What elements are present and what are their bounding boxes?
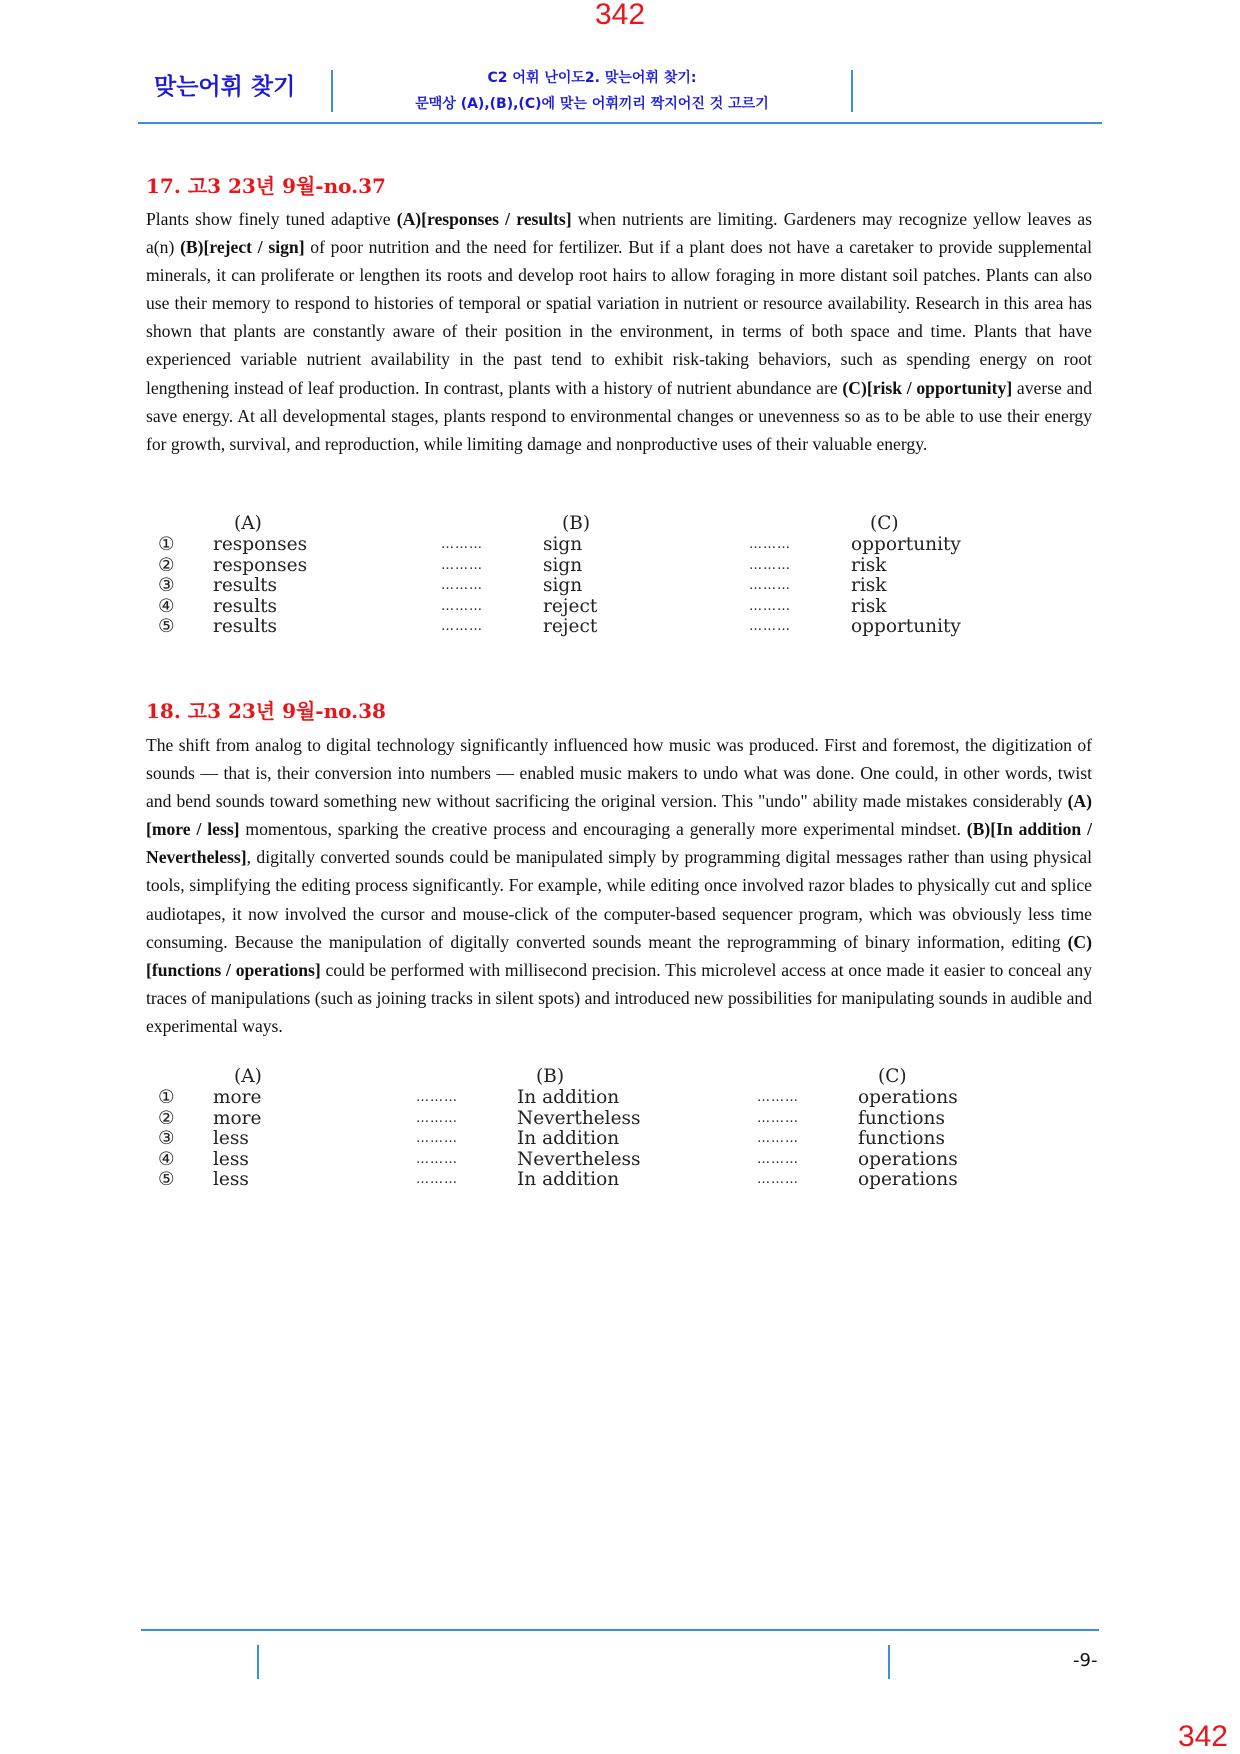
option-c: opportunity (851, 616, 961, 637)
answer-choices (146, 1066, 1092, 1191)
question-title: 18. 고3 23년 9월-no.38 (146, 699, 386, 723)
choice-header-row (146, 1066, 1092, 1088)
option-number: ④ (158, 595, 175, 617)
column-header-c: (C) (878, 1066, 907, 1087)
option-b: In addition (517, 1128, 620, 1149)
option-number: ③ (158, 1128, 175, 1149)
choice-option[interactable] (146, 597, 1092, 618)
question-passage (146, 731, 1092, 1040)
leader-dots: ……… (749, 578, 791, 593)
leader-dots: ……… (416, 1151, 458, 1167)
column-header-b: (B) (562, 513, 591, 534)
passage-text: Plants show finely tuned adaptive (146, 209, 397, 229)
option-c: risk (851, 554, 887, 576)
leader-dots: ……… (441, 619, 483, 634)
leader-dots: ……… (416, 1172, 458, 1187)
leader-dots: ……… (749, 557, 791, 573)
leader-dots: ……… (416, 1090, 458, 1105)
leader-dots: ……… (749, 598, 791, 614)
option-c: operations (858, 1169, 958, 1190)
leader-dots: ……… (441, 578, 483, 593)
option-b: Nevertheless (517, 1148, 641, 1170)
question-title: 17. 고3 23년 9월-no.37 (146, 174, 386, 198)
passage-text: could be performed with millisecond precision. This microlevel access at once made it easier to conceal any traces of manipulations (such as joining tracks in silent spots) and introduced new possibilities for manipulating sounds in audible and experimental ways. (146, 959, 1092, 1036)
option-number: ① (158, 534, 175, 555)
option-c: opportunity (851, 534, 961, 555)
column-header-c: (C) (870, 513, 899, 534)
option-a: less (213, 1128, 249, 1149)
leader-dots: ……… (757, 1172, 799, 1187)
option-b: reject (543, 595, 598, 617)
leader-dots: ……… (441, 557, 483, 573)
footer-divider (888, 1645, 890, 1679)
leader-dots: ……… (416, 1131, 458, 1146)
choice-option[interactable] (146, 1170, 1092, 1191)
column-header-a: (A) (234, 1066, 262, 1087)
header-title: 맞는어휘 찾기 (154, 74, 296, 100)
option-a: more (213, 1087, 262, 1108)
option-a: responses (213, 534, 308, 555)
leader-dots: ……… (416, 1110, 458, 1126)
option-number: ② (158, 554, 175, 576)
option-c: operations (858, 1087, 958, 1108)
choice-option[interactable] (146, 1088, 1092, 1109)
option-c: risk (851, 575, 887, 596)
option-b: sign (543, 534, 583, 555)
passage-text: averse and save energy. At all developmental stages, plants respond to environmental changes or unevenness so as to be able to use their energy for growth, survival, and reproduction, while limiting damage and nonproductive uses of their valuable energy. (146, 377, 1092, 454)
header-subtitle-line1: C2 어휘 난이도2. 맞는어휘 찾기: (487, 70, 697, 86)
leader-dots: ……… (757, 1131, 799, 1146)
blank-b: (B)[In addition / Nevertheless] (146, 819, 1092, 868)
option-b: sign (543, 575, 583, 596)
option-a: results (213, 616, 278, 637)
option-a: results (213, 595, 278, 617)
leader-dots: ……… (749, 537, 791, 552)
option-b: In addition (517, 1169, 620, 1190)
option-b: reject (543, 616, 598, 637)
choice-header-row (146, 513, 1092, 535)
column-header-a: (A) (234, 513, 262, 534)
question-passage (146, 205, 1092, 458)
passage-text: , digitally converted sounds could be manipulated simply by programming digital messages rather than using physical tools, simplifying the editing process significantly. For example, while editing once involved razor blades to physically cut and splice audiotapes, it now involved the cursor and mouse-click of the computer-based sequencer program, which was obviously less time consuming. Because the manipulation of digitally converted sounds meant the reprogramming of binary information, editing (146, 847, 1092, 952)
blank-a: (A)[responses / results] (396, 209, 572, 229)
leader-dots: ……… (757, 1110, 799, 1126)
option-a: results (213, 575, 278, 596)
blank-b: (B)[reject / sign] (180, 237, 305, 258)
header-subtitle-line2: 문맥상 (A),(B),(C)에 맞는 어휘끼리 짝지어진 것 고르기 (415, 96, 769, 112)
option-c: operations (858, 1148, 958, 1170)
choice-option[interactable] (146, 1150, 1092, 1171)
passage-text: of poor nutrition and the need for fertilizer. But if a plant does not have a caretaker to provide supplemental minerals, it can proliferate or lengthen its roots and develop root hairs to allow foraging in more distant soil patches. Plants can also use their memory to respond to histories of temporal or spatial variation in nutrient or resource availability. Research in this area has shown that plants are constantly aware of their position in the environment, in terms of both space and time. Plants that have experienced variable nutrient availability in the past tend to exhibit risk-taking behaviors, such as spending energy on root lengthening instead of leaf production. In contrast, plants with a history of nutrient abundance are (146, 237, 1092, 398)
option-number: ⑤ (158, 616, 175, 637)
option-b: sign (543, 554, 583, 576)
page-number-bottom: 342 (1177, 1720, 1228, 1753)
passage-text: momentous, sparking the creative process and encouraging a generally more experimental mindset. (239, 819, 967, 840)
page-number-top: 342 (594, 0, 646, 31)
page-header (138, 60, 1102, 124)
option-a: responses (213, 554, 308, 576)
blank-c: (C)[risk / opportunity] (842, 377, 1013, 398)
option-a: less (213, 1169, 249, 1190)
leader-dots: ……… (441, 598, 483, 614)
blank-a: (A)[more / less] (146, 791, 1092, 840)
passage-text: The shift from analog to digital technology significantly influenced how music was produced. First and foremost, the digitization of sounds — that is, their conversion into numbers — enabled music makers to undo what was done. One could, in other words, twist and bend sounds toward something new without sacrificing the original version. This "undo" ability made mistakes considerably (146, 735, 1092, 812)
choice-option[interactable] (146, 1129, 1092, 1150)
option-number: ① (158, 1087, 175, 1108)
leader-dots: ……… (441, 537, 483, 552)
option-c: risk (851, 595, 887, 617)
leader-dots: ……… (757, 1090, 799, 1105)
option-c: functions (858, 1128, 945, 1149)
passage-text: when nutrients are limiting. Gardeners may recognize yellow leaves as a(n) (146, 209, 1093, 258)
header-divider (331, 70, 333, 112)
option-c: functions (858, 1107, 945, 1129)
answer-choices (146, 513, 1092, 638)
choice-option[interactable] (146, 617, 1092, 638)
option-a: more (213, 1107, 262, 1129)
choice-option[interactable] (146, 1109, 1092, 1130)
header-divider (851, 70, 853, 112)
choice-option[interactable] (146, 576, 1092, 597)
leader-dots: ……… (749, 619, 791, 634)
option-b: In addition (517, 1087, 620, 1108)
column-header-b: (B) (536, 1066, 565, 1087)
option-number: ③ (158, 575, 175, 596)
leader-dots: ……… (757, 1151, 799, 1167)
blank-c: (C)[functions / operations] (146, 931, 1092, 980)
footer-divider (257, 1645, 259, 1679)
choice-option[interactable] (146, 535, 1092, 556)
choice-option[interactable] (146, 556, 1092, 577)
option-b: Nevertheless (517, 1107, 641, 1129)
option-number: ④ (158, 1148, 175, 1170)
option-a: less (213, 1148, 249, 1170)
header-subtitle (338, 65, 846, 117)
footer-rule (141, 1629, 1099, 1631)
option-number: ② (158, 1107, 175, 1129)
option-number: ⑤ (158, 1169, 175, 1190)
footer-page-label: -9- (1073, 1650, 1098, 1671)
